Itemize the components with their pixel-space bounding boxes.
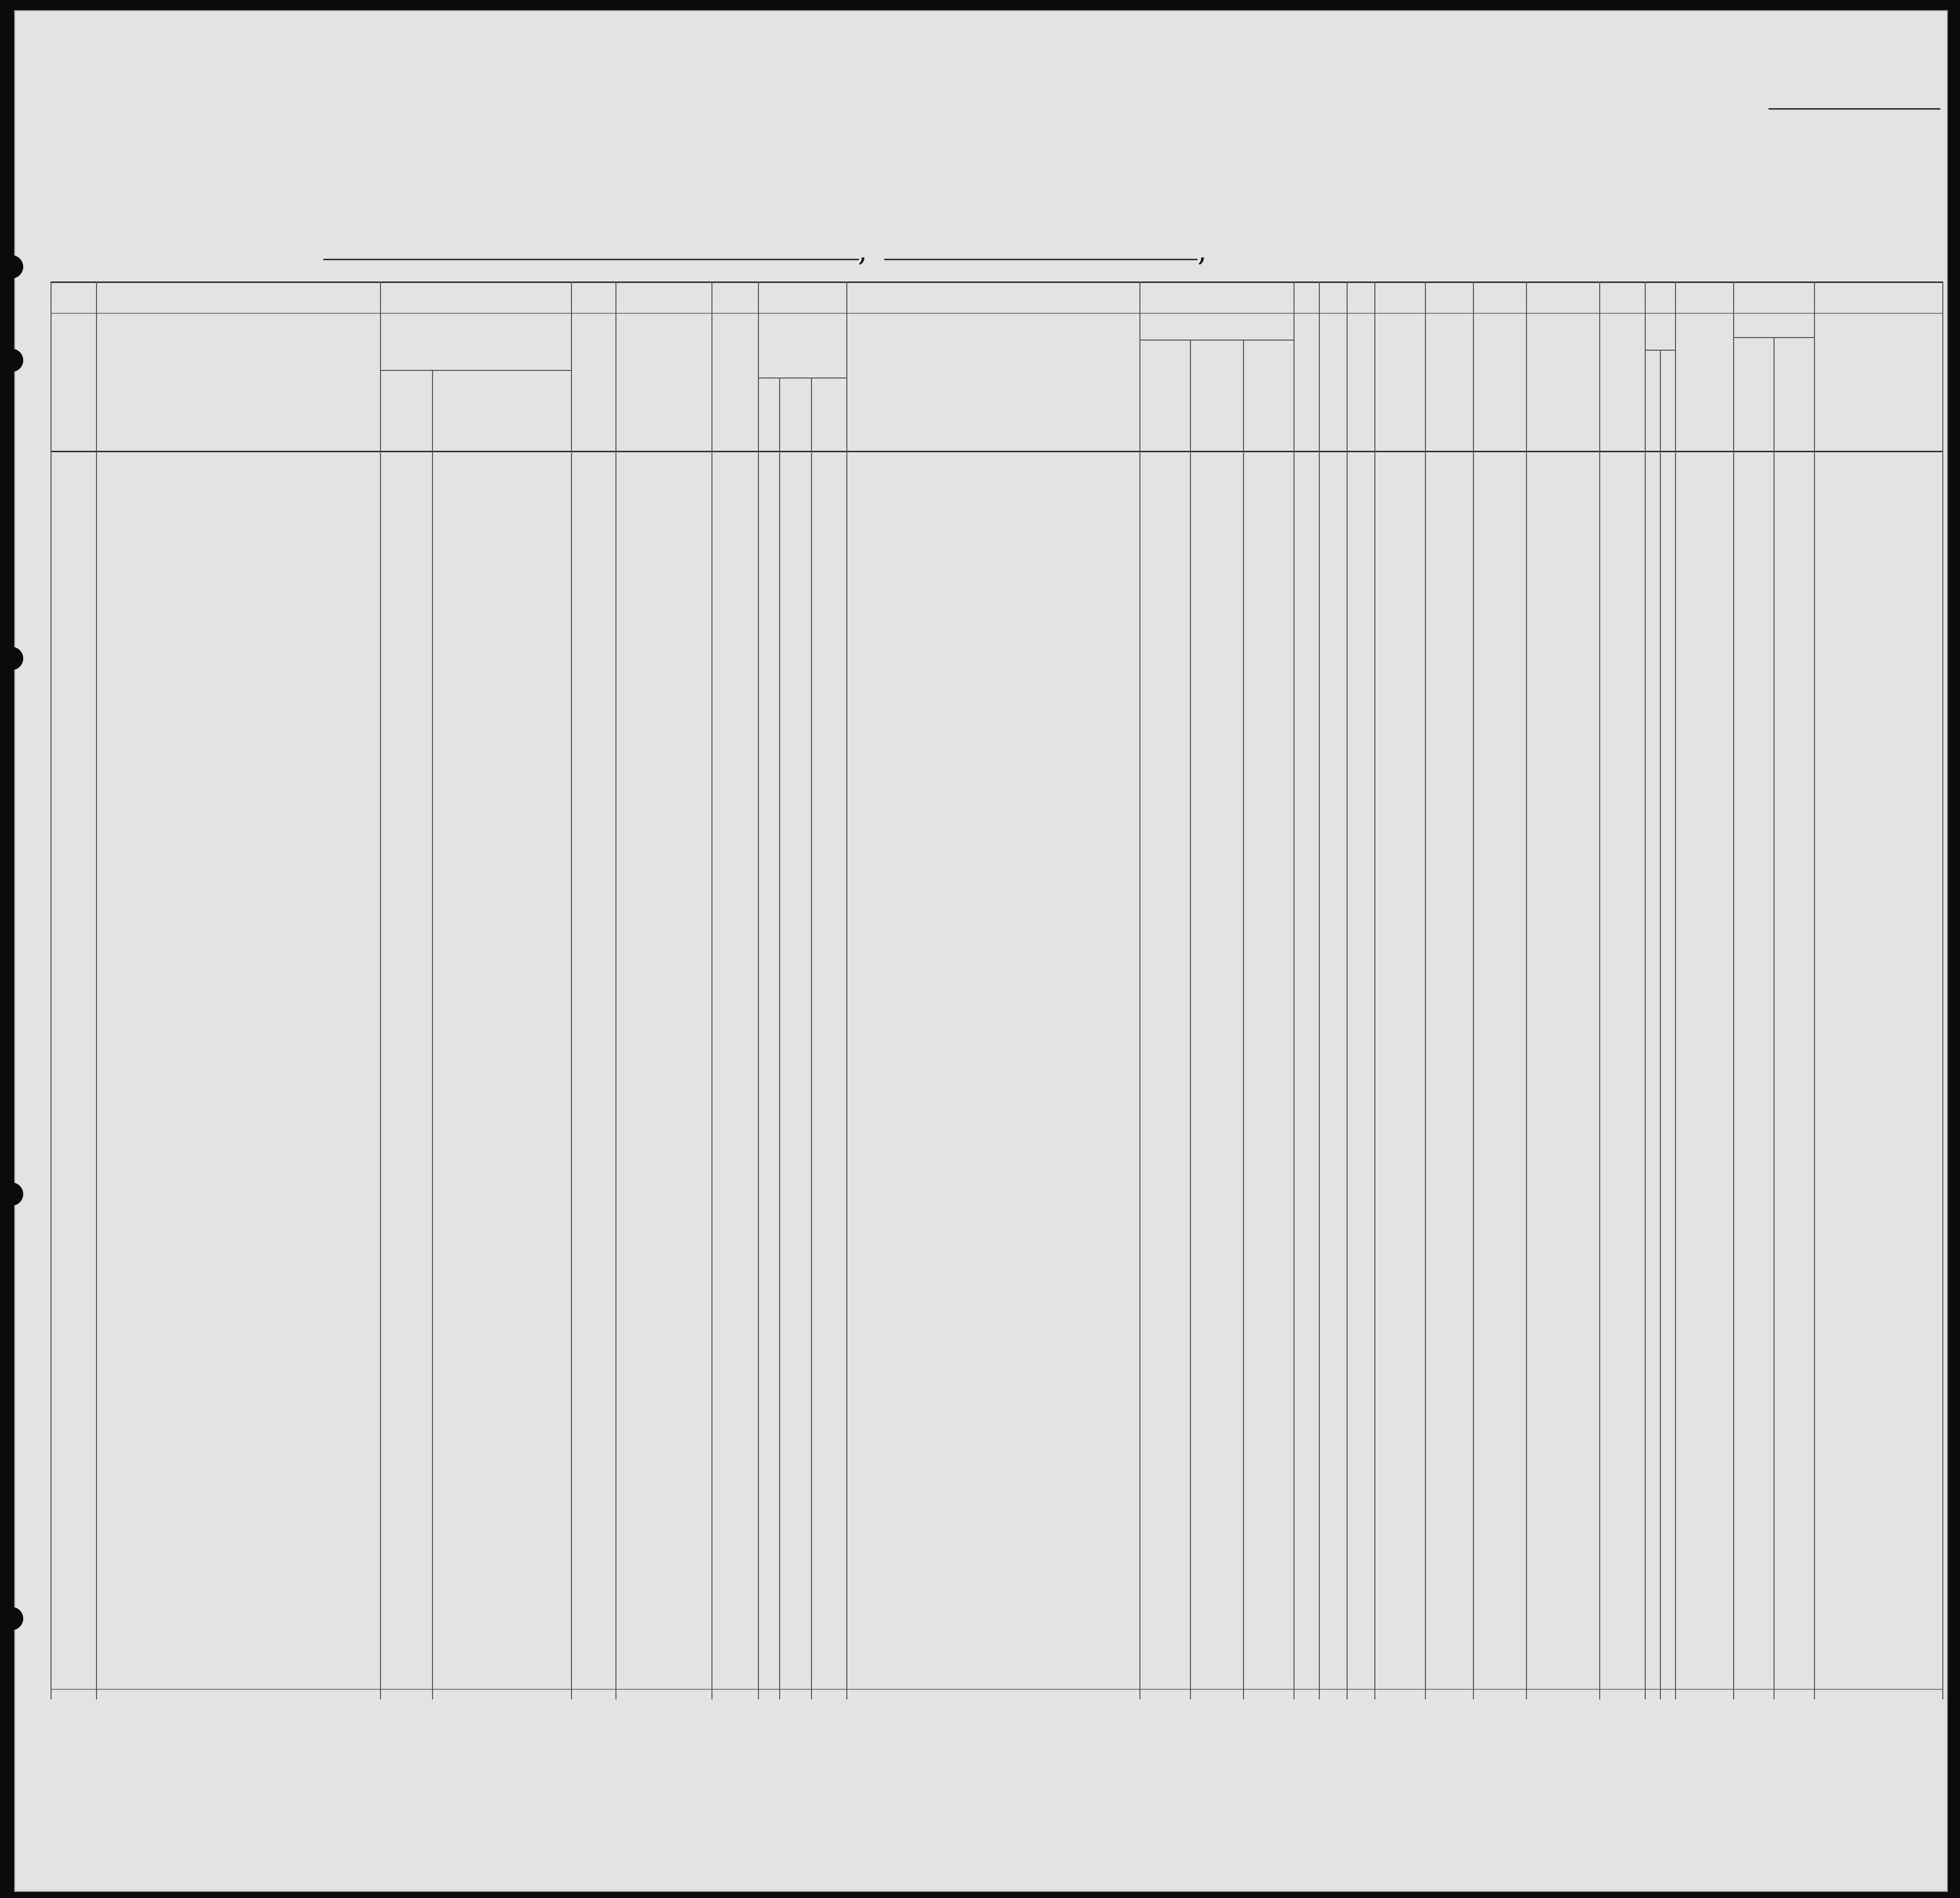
manifest-sheet — [14, 10, 1948, 1892]
colnum-rule — [51, 313, 1943, 314]
list-underline — [1768, 108, 1940, 110]
col-line — [1374, 281, 1375, 1699]
port-underline — [323, 259, 859, 260]
col-line — [779, 377, 780, 1699]
table-bottom-rule — [51, 1689, 1943, 1690]
col-line — [1942, 281, 1943, 1699]
col-line — [758, 281, 759, 1699]
col-line — [1675, 281, 1676, 1699]
purpose-subrule — [1139, 340, 1294, 341]
col-line — [1190, 340, 1191, 1699]
col-line — [1526, 281, 1527, 1699]
binder-hole — [0, 1182, 23, 1206]
col-line — [711, 281, 712, 1699]
col-line — [1733, 281, 1734, 1699]
col-line — [1814, 281, 1815, 1699]
col-line — [432, 370, 433, 1699]
col-line — [1319, 281, 1320, 1699]
col-line — [1660, 350, 1661, 1699]
col-line — [1599, 281, 1600, 1699]
col-line — [811, 377, 812, 1699]
col-line — [380, 281, 381, 1699]
comma-separator: , — [858, 233, 868, 268]
dest-subrule — [380, 370, 571, 371]
col-line — [1243, 340, 1244, 1699]
col-line — [615, 281, 616, 1699]
col-line — [1425, 281, 1426, 1699]
table-top-rule — [51, 281, 1943, 283]
col-line — [96, 281, 97, 1699]
col-line — [1347, 281, 1348, 1699]
comma-separator: , — [1198, 233, 1207, 268]
binder-hole — [0, 647, 23, 670]
manifest-table — [51, 281, 1943, 1699]
col-line — [1139, 281, 1140, 1699]
binder-hole — [0, 255, 23, 278]
before-subrule — [758, 377, 846, 378]
binder-hole — [0, 349, 23, 372]
col-line — [1645, 281, 1646, 1699]
col-line — [1294, 281, 1295, 1699]
header-bottom-rule — [51, 451, 1943, 452]
col-line — [1774, 337, 1775, 1699]
date-underline — [884, 259, 1198, 260]
col-line — [571, 281, 572, 1699]
col-line — [846, 281, 847, 1699]
binder-hole — [0, 1607, 23, 1630]
col-line — [1473, 281, 1474, 1699]
col-line — [51, 281, 52, 1699]
